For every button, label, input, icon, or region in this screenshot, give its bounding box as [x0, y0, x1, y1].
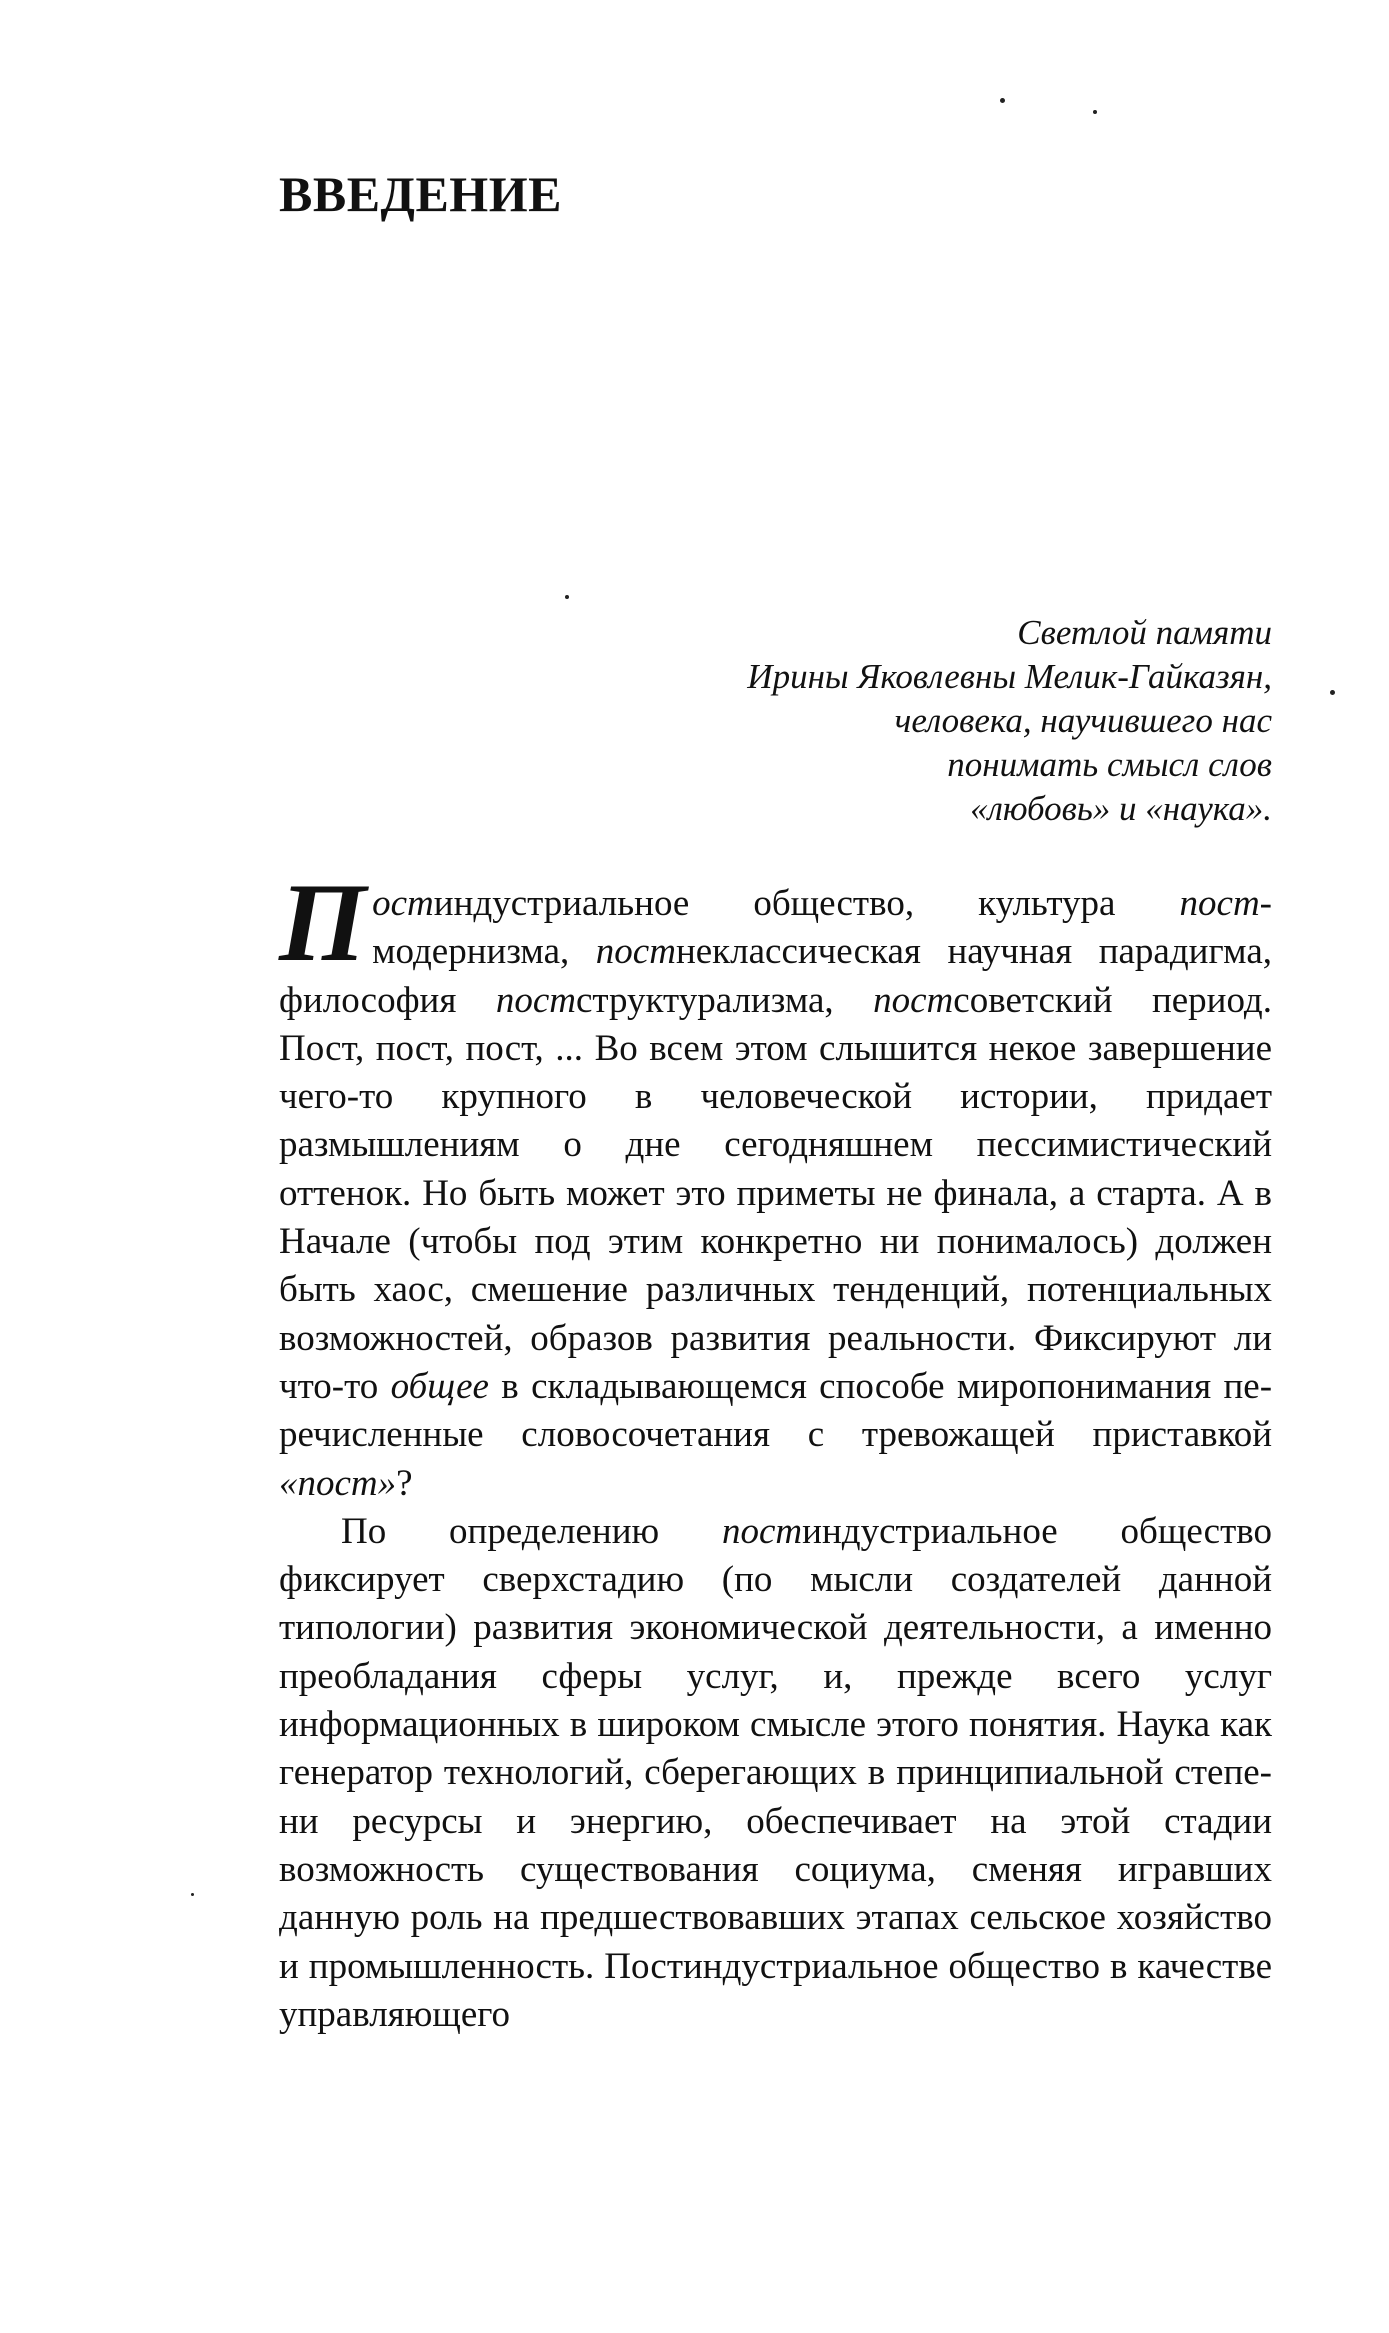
scan-speck [1093, 110, 1097, 114]
body-text [279, 861, 1273, 2039]
italic-run: пост [495, 979, 576, 1021]
paragraph-2 [279, 1508, 1272, 2039]
text-run: индустриальное общество фиксирует сверхстадию (по мысли создателей данной типологии) развития экономической деятельности, а именно преобладания сферы услуг, и, прежде всего услуг информационных в широком смысле этого понятия. Наука как генератор технологий, сберегающих в принципиальной степени ресурсы и энергию, обеспечивает на этой стадии возможность существования социума, сменяя игравших данную роль на предшествовавших этапах сельское хозяйство и промышленность. Постиндустриальное общество в качестве управляющего [279, 1510, 1272, 2035]
italic-run: ост [372, 883, 434, 924]
text-run: модернизма, [372, 883, 1272, 973]
italic-run: «пост» [279, 1462, 397, 1504]
text-run: индустриальное общество, культура [433, 883, 1180, 924]
scan-speck [1330, 690, 1335, 695]
text-run: структурализма, [576, 979, 874, 1021]
scan-speck [565, 595, 569, 599]
epigraph-line: человека, научившего нас [894, 701, 1272, 740]
epigraph-line: «любовь» и «наука». [970, 789, 1272, 828]
drop-cap: П [279, 861, 367, 985]
epigraph [552, 611, 1272, 831]
text-run: По определению [341, 1510, 722, 1552]
text-run: советский период. Пост, пост, пост, ... Во всем этом слышится некое завершение чего-то крупного в человеческой истории, придает размышлениям о дне сегодняшнем пессимистический оттенок. Но быть может это приметы не финала, а старта. А в Начале (чтобы под этим конкретно ни понималось) должен быть хаос, смешение различных тенденций, потенциальных возможностей, образов развития реальности. Фиксируют ли что-то [279, 979, 1272, 1407]
paragraph-1 [279, 861, 1273, 1508]
text-run: неклассическая научная парадигма, философия [279, 931, 1272, 1021]
epigraph-line: понимать смысл слов [947, 745, 1272, 784]
italic-run: пост [595, 931, 676, 973]
epigraph-line: Светлой памяти [1017, 613, 1272, 652]
scan-speck [191, 1893, 194, 1896]
italic-run: пост [722, 1510, 803, 1552]
scan-speck [1000, 98, 1005, 103]
italic-run: пост [873, 979, 954, 1021]
text-run: ? [396, 1462, 413, 1504]
italic-run: пост [1179, 883, 1260, 924]
chapter-heading: ВВЕДЕНИЕ [279, 165, 562, 222]
text-run: в складывающемся способе миропонимания перечисленные словосочетания с тревожащей приставкой [279, 1365, 1273, 1456]
epigraph-line: Ирины Яковлевны Мелик-Гайказян, [747, 657, 1272, 696]
italic-run: общее [390, 1365, 489, 1407]
